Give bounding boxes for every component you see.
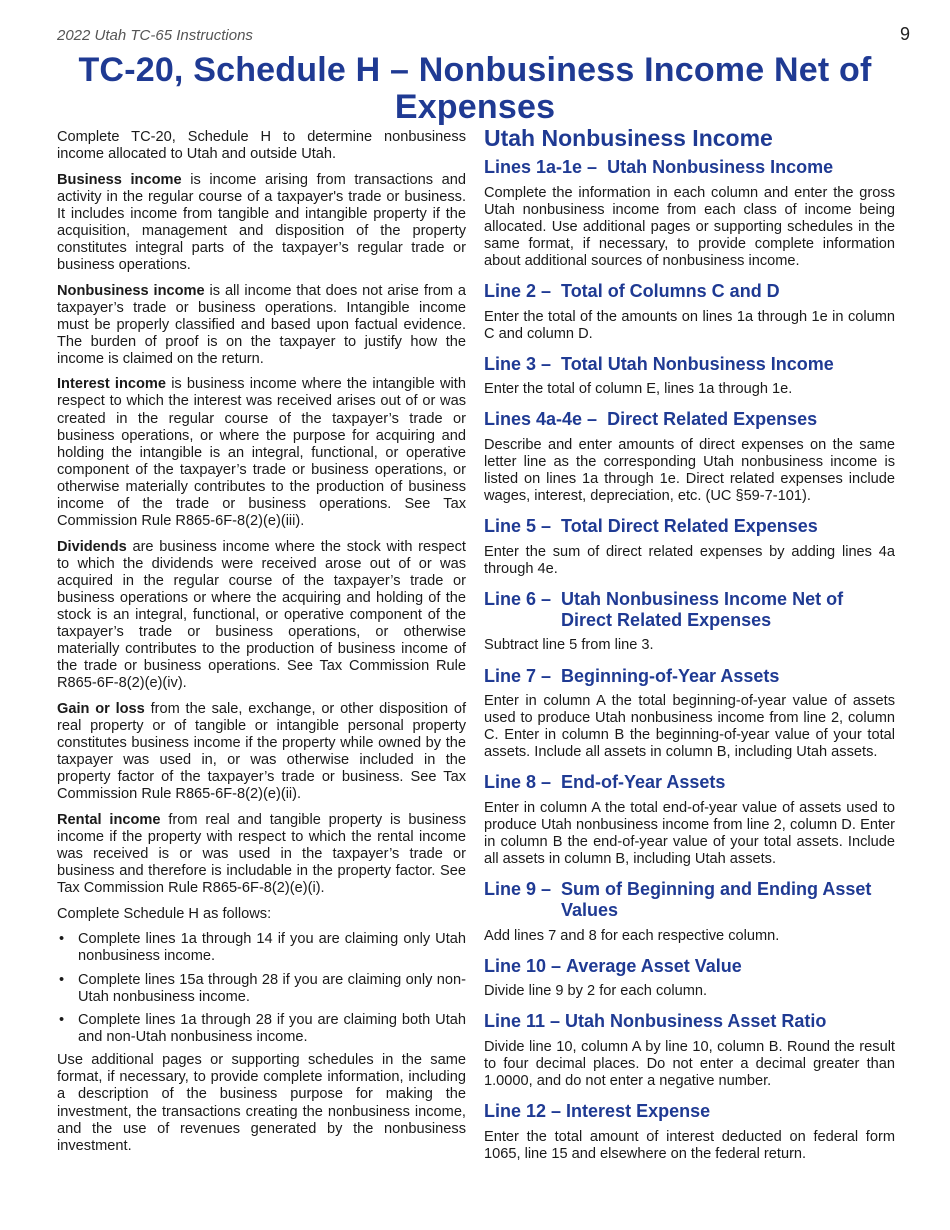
- line-body: Enter in column A the total end-of-year value of assets used to produce Utah nonbusiness income from line 2, column D. Enter in column B the end-of-year value of your total assets. Include all assets in column B, including Utah assets.: [484, 799, 895, 868]
- line-number: Lines 1a-1e –: [484, 157, 608, 178]
- line-body: Subtract line 5 from line 3.: [484, 637, 654, 654]
- line-heading: [484, 956, 895, 977]
- definition-term: Nonbusiness income: [57, 282, 205, 299]
- line-heading: [484, 354, 895, 375]
- line-title: Total of Columns C and D: [561, 281, 780, 302]
- line-body: Enter the total amount of interest deducted on federal form 1065, line 15 and elsewhere on the federal return.: [484, 1128, 895, 1162]
- line-number: Line 6 –: [484, 588, 562, 609]
- line-title: Utah Nonbusiness Asset Ratio: [565, 1011, 827, 1032]
- line-heading: [484, 157, 895, 178]
- line-heading: [484, 281, 895, 302]
- definition-text: is income arising from transactions and activity in the regular course of a taxpayer's trade or business. It includes income from tangible and intangible property if the acquisition, management and disposition of the property constitutes integral parts of the taxpayer’s regular trade or business operations.: [57, 171, 466, 274]
- page-number: 9: [899, 24, 910, 44]
- line-number: Line 8 –: [484, 772, 562, 793]
- line-title: Utah Nonbusiness Income: [607, 157, 834, 178]
- line-title: Total Direct Related Expenses: [561, 516, 818, 537]
- left-column: [57, 129, 466, 1163]
- document-header: 2022 Utah TC-65 Instructions: [57, 27, 253, 44]
- line-heading: [484, 516, 895, 537]
- line-body: Enter the total of the amounts on lines 1a through 1e in column C and column D.: [484, 308, 895, 342]
- line-heading: [484, 589, 895, 631]
- definition-term: Rental income: [57, 811, 161, 828]
- closing-paragraph: Use additional pages or supporting schedules in the same format, if necessary, to provide complete information, including a description of the business purpose for making the investment, the transactions creating the nonbusiness income, and the use of revenues generated by the nonbusiness investment.: [57, 1052, 466, 1154]
- definition-text: is business income where the intangible with respect to which the interest was received arises out of or was created in the regular course of the taxpayer’s trade or business operations, or where the purpose for acquiring and holding the intangible is an integral, functional, or operative component of the taxpayer’s trade or business operations, or otherwise materially contributes to the production of business income of the trade or business operations. See Tax Commission Rule R865-6F-8(2)(e)(iii).: [57, 376, 466, 530]
- line-body: Enter the sum of direct related expenses by adding lines 4a through 4e.: [484, 543, 895, 577]
- list-item: • Complete lines 1a through 28 if you are claiming both Utah and non-Utah nonbusiness income.: [57, 1012, 466, 1046]
- line-title: End-of-Year Assets: [561, 772, 726, 793]
- complete-as-follows: Complete Schedule H as follows:: [57, 905, 272, 922]
- definition-paragraph: [57, 701, 466, 804]
- line-body: Divide line 10, column A by line 10, column B. Round the result to four decimal places. Do not enter a decimal greater than 1.0000, and do not enter a negative number.: [484, 1038, 895, 1090]
- section-title: Utah Nonbusiness Income: [484, 125, 773, 151]
- definition-paragraph: [57, 283, 466, 368]
- intro-paragraph: Complete TC-20, Schedule H to determine nonbusiness income allocated to Utah and outside Utah.: [57, 129, 466, 163]
- definition-term: Business income: [57, 171, 182, 188]
- line-title: Direct Related Expenses: [607, 409, 818, 430]
- line-number: Line 10 –: [484, 955, 567, 976]
- line-number: Line 7 –: [484, 665, 562, 686]
- line-body: Describe and enter amounts of direct expenses on the same letter line as the corresponding Utah nonbusiness income is listed on lines 1a through 1e. Direct related expenses include wages, interest, depreciation, etc. (UC §59-7-101).: [484, 436, 895, 505]
- definition-paragraph: [57, 812, 466, 897]
- definition-text: is all income that does not arise from a taxpayer’s trade or business operations. Intangible income must be properly classified and based upon factual evidence. The burden of proof is on the taxpayer to justify how the income is claimed on the return.: [57, 282, 467, 367]
- line-title: Interest Expense: [566, 1101, 711, 1122]
- right-column: [484, 125, 895, 1171]
- line-body: Enter in column A the total beginning-of-year value of assets used to produce Utah nonbusiness income from line 2, column C. Enter in column B the beginning-of-year value of your total assets. Include all assets in column B, including Utah assets.: [484, 693, 895, 761]
- line-body: Enter the total of column E, lines 1a through 1e.: [484, 381, 793, 398]
- line-heading: [484, 772, 895, 793]
- line-heading: [484, 1101, 895, 1122]
- line-body: Divide line 9 by 2 for each column.: [484, 983, 708, 1000]
- line-title: Total Utah Nonbusiness Income: [561, 353, 834, 374]
- line-number: Line 5 –: [484, 516, 562, 537]
- line-number: Line 11 –: [484, 1011, 566, 1032]
- definition-paragraph: [57, 376, 466, 530]
- line-body: Complete the information in each column and enter the gross Utah nonbusiness income from each class of income being allocated. Use additional pages or supporting schedules in the same format, if necessary, to provide complete information about additional sources of nonbusiness income.: [484, 184, 895, 269]
- definition-text: from real and tangible property is business income if the property with respect to which the rental income was received is or was used in the taxpayer’s trade or business and therefore is includable in the property factor. See Tax Commission Rule R865-6F-8(2)(e)(i).: [57, 811, 466, 897]
- definition-paragraph: [57, 172, 466, 275]
- definition-term: Gain or loss: [57, 700, 145, 717]
- line-number: Line 9 –: [484, 879, 562, 900]
- line-heading: [484, 409, 895, 430]
- line-title: Beginning-of-Year Assets: [561, 665, 780, 686]
- instruction-list: [57, 931, 466, 1046]
- line-number: Line 3 –: [484, 353, 562, 374]
- line-title: Average Asset Value: [566, 955, 742, 976]
- definition-text: from the sale, exchange, or other disposition of real property or of tangible or intangible personal property constitutes business income if the property while owned by the taxpayer was used in, or was otherwise included in the property factor of the taxpayer’s trade or business. See Tax Commission Rule R865-6F-8(2)(e)(ii).: [57, 700, 467, 803]
- line-heading: [484, 879, 895, 921]
- definition-term: Dividends: [57, 538, 127, 555]
- line-number: Line 2 –: [484, 281, 562, 302]
- list-item: • Complete lines 15a through 28 if you are claiming only non-Utah nonbusiness income.: [57, 972, 466, 1006]
- line-number: Line 12 –: [484, 1101, 567, 1122]
- line-heading: [484, 1011, 895, 1032]
- definition-text: are business income where the stock with respect to which the dividends were received arose out of or was acquired in the regular course of the taxpayer’s trade or business operations or where the acquiring and holding of the stock is an integral, functional, or operative component of the taxpayer’s trade or business operations, or otherwise materially contributes to the production of business income of the trade or business operations. See Tax Commission Rule R865-6F-8(2)(e)(iv).: [57, 538, 466, 692]
- page-title: TC-20, Schedule H – Nonbusiness Income Net of Expenses: [78, 51, 872, 126]
- line-body: Add lines 7 and 8 for each respective column.: [484, 927, 780, 944]
- definition-term: Interest income: [57, 376, 166, 393]
- line-heading: [484, 666, 895, 687]
- line-title: Utah Nonbusiness Income Net of Direct Related Expenses: [561, 588, 844, 630]
- definition-paragraph: [57, 539, 466, 693]
- list-item: • Complete lines 1a through 14 if you are claiming only Utah nonbusiness income.: [57, 931, 466, 965]
- line-title: Sum of Beginning and Ending Asset Values: [561, 879, 872, 921]
- line-number: Lines 4a-4e –: [484, 409, 608, 430]
